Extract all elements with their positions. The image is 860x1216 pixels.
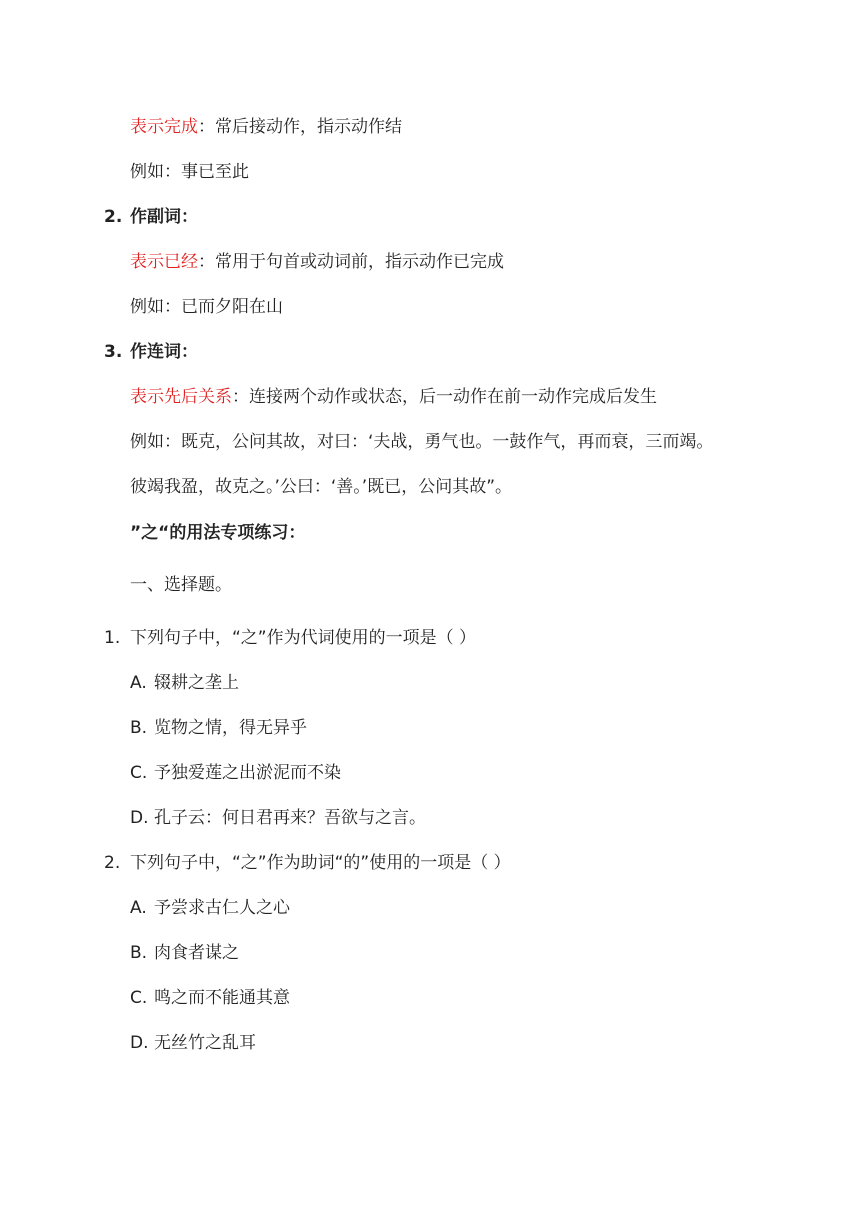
example-line: 例如：事已至此 <box>130 162 249 182</box>
option-item <box>130 807 426 829</box>
option-letter: D. <box>130 808 149 828</box>
definition-line <box>130 116 402 138</box>
option-item <box>130 717 307 739</box>
option-item <box>130 987 290 1009</box>
option-text: 无丝竹之乱耳 <box>154 1033 256 1053</box>
option-item <box>130 942 239 964</box>
option-text: 孔子云：何日君再来？吾欲与之言。 <box>154 808 426 828</box>
definition-label: 表示已经 <box>130 252 198 272</box>
example-line: 例如：既克，公问其故，对曰：‘夫战，勇气也。一鼓作气，再而衰，三而竭。 <box>130 432 714 452</box>
definition-line <box>130 386 657 408</box>
option-text: 鸣之而不能通其意 <box>154 988 290 1008</box>
definition-text: ：连接两个动作或状态，后一动作在前一动作完成后发生 <box>232 387 657 407</box>
practice-title: ”之“的用法专项练习： <box>130 523 306 543</box>
definition-label: 表示先后关系 <box>130 387 232 407</box>
option-letter: B. <box>130 943 148 963</box>
section-heading-text: 作副词： <box>130 207 198 227</box>
option-item <box>130 672 239 694</box>
option-text: 览物之情，得无异乎 <box>154 718 307 738</box>
option-letter: D. <box>130 1033 149 1053</box>
section-heading <box>104 206 122 228</box>
option-item <box>130 1032 256 1054</box>
option-text: 予尝求古仁人之心 <box>154 898 290 918</box>
option-letter: A. <box>130 673 147 693</box>
option-item <box>130 762 341 784</box>
option-item <box>130 897 290 919</box>
definition-line <box>130 251 504 273</box>
part-title: 一、选择题。 <box>130 575 232 595</box>
definition-label: 表示完成 <box>130 117 198 137</box>
option-text: 予独爱莲之出淤泥而不染 <box>154 763 341 783</box>
example-line-continued: 彼竭我盈，故克之。’公曰：‘善。’既已，公问其故”。 <box>130 477 513 497</box>
section-number: 3. <box>104 342 123 362</box>
definition-text: ：常后接动作，指示动作结 <box>198 117 402 137</box>
option-letter: C. <box>130 988 148 1008</box>
example-line: 例如：已而夕阳在山 <box>130 297 283 317</box>
option-letter: B. <box>130 718 148 738</box>
section-number: 2. <box>104 207 123 227</box>
option-text: 辍耕之垄上 <box>154 673 239 693</box>
definition-text: ：常用于句首或动词前，指示动作已完成 <box>198 252 504 272</box>
question-text: 下列句子中，“之”作为代词使用的一项是（ ） <box>130 628 477 648</box>
option-text: 肉食者谋之 <box>154 943 239 963</box>
question-number: 1. <box>104 628 121 648</box>
section-heading-text: 作连词： <box>130 342 198 362</box>
option-letter: A. <box>130 898 147 918</box>
question-text: 下列句子中，“之”作为助词“的”使用的一项是（ ） <box>130 853 511 873</box>
question-number: 2. <box>104 853 121 873</box>
option-letter: C. <box>130 763 148 783</box>
